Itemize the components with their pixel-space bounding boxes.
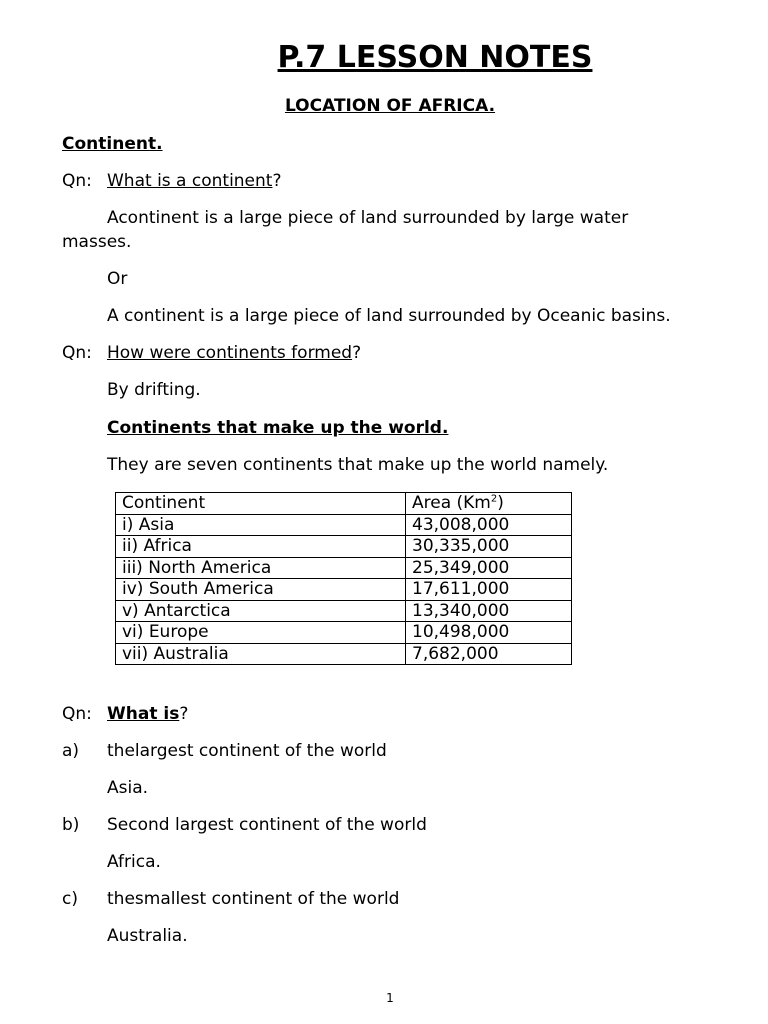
q3-label: Qn: [62,704,92,724]
page-title: P.7 LESSON NOTES [277,40,593,75]
continent-cell: vi) Europe [116,622,406,644]
continents-table [115,492,572,665]
area-cell: 43,008,000 [406,514,572,536]
q2-question-line [107,343,361,363]
q1-question: What is a continent [107,171,273,191]
table-row [116,600,572,622]
area-cell: 10,498,000 [406,622,572,644]
area-cell: 25,349,000 [406,557,572,579]
q2-question: How were continents formed [107,343,353,363]
q3c-letter: c) [62,889,78,909]
q3c-answer: Australia. [107,926,188,946]
table-row [116,622,572,644]
heading-continent: Continent. [62,134,163,154]
page-subtitle: LOCATION OF AFRICA. [284,96,496,116]
q1-answer-line2: masses. [62,232,132,252]
area-cell: 7,682,000 [406,643,572,665]
table-row [116,579,572,601]
header-area: Area (Km$^2$) [406,493,572,515]
heading-continents: Continents that make up the world. [107,418,449,438]
table-header-row [116,493,572,515]
q3a-letter: a) [62,741,80,761]
q3-question: What is [107,704,180,724]
continent-cell: iii) North America [116,557,406,579]
table-row [116,557,572,579]
continent-cell: iv) South America [116,579,406,601]
area-cell: 17,611,000 [406,579,572,601]
q1-question-line [107,171,282,191]
q1-mark: ? [272,171,282,191]
header-continent: Continent [116,493,406,515]
intro-text: They are seven continents that make up the world namely. [107,455,609,475]
q3b-question: Second largest continent of the world [107,815,427,835]
q3-question-line [107,704,188,724]
q2-mark: ? [352,343,362,363]
page-number: 1 [386,991,394,1005]
q1-answer2: A continent is a large piece of land surrounded by Oceanic basins. [107,306,671,326]
continent-cell: vii) Australia [116,643,406,665]
q3c-question: thesmallest continent of the world [107,889,400,909]
area-cell: 30,335,000 [406,536,572,558]
table-row [116,536,572,558]
q3-mark: ? [179,704,189,724]
q3a-question: thelargest continent of the world [107,741,387,761]
q1-or: Or [107,269,128,289]
q2-answer: By drifting. [107,380,201,400]
q3a-answer: Asia. [107,778,149,798]
q1-answer-line1: Acontinent is a large piece of land surrounded by large water [107,208,629,228]
continent-cell: i) Asia [116,514,406,536]
area-cell: 13,340,000 [406,600,572,622]
q1-label: Qn: [62,171,92,191]
continent-cell: ii) Africa [116,536,406,558]
continent-cell: v) Antarctica [116,600,406,622]
q2-label: Qn: [62,343,92,363]
table-row [116,643,572,665]
table-row [116,514,572,536]
q3b-letter: b) [62,815,80,835]
q3b-answer: Africa. [107,852,161,872]
